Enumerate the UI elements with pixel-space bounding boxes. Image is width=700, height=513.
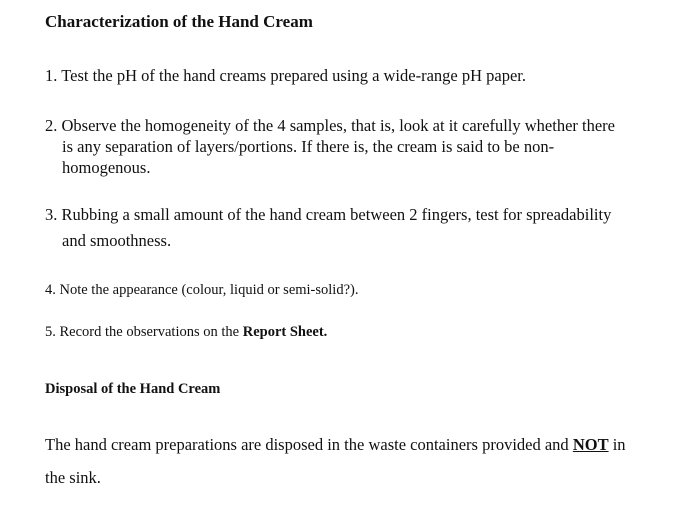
step-1-text: 1. Test the pH of the hand creams prepared using a wide-range pH paper. [45,66,526,85]
disposal-line-1-prefix: The hand cream preparations are disposed in the waste containers provided and [45,435,573,454]
step-4-text: 4. Note the appearance (colour, liquid or semi-solid?). [45,282,359,298]
not-emphasis: NOT [572,435,609,454]
section-title-disposal: Disposal of the Hand Cream [45,381,221,397]
step-5-text [45,324,327,341]
report-sheet-label: Report Sheet. [242,324,328,340]
disposal-line-1 [45,435,626,455]
step-3-line-2: and smoothness. [62,231,172,250]
section-title-characterization: Characterization of the Hand Cream [45,12,313,31]
step-5-prefix: 5. Record the observations on the [45,324,243,340]
step-2-line-2: is any separation of layers/portions. If there is, the cream is said to be non- [62,137,555,156]
disposal-line-1-suffix: in [608,435,626,454]
step-2-line-3: homogenous. [62,158,151,177]
step-2-line-1: 2. Observe the homogeneity of the 4 samples, that is, look at it carefully whether there [45,116,615,135]
step-3-line-1: 3. Rubbing a small amount of the hand cream between 2 fingers, test for spreadability [45,205,612,224]
disposal-line-2: the sink. [45,468,101,487]
